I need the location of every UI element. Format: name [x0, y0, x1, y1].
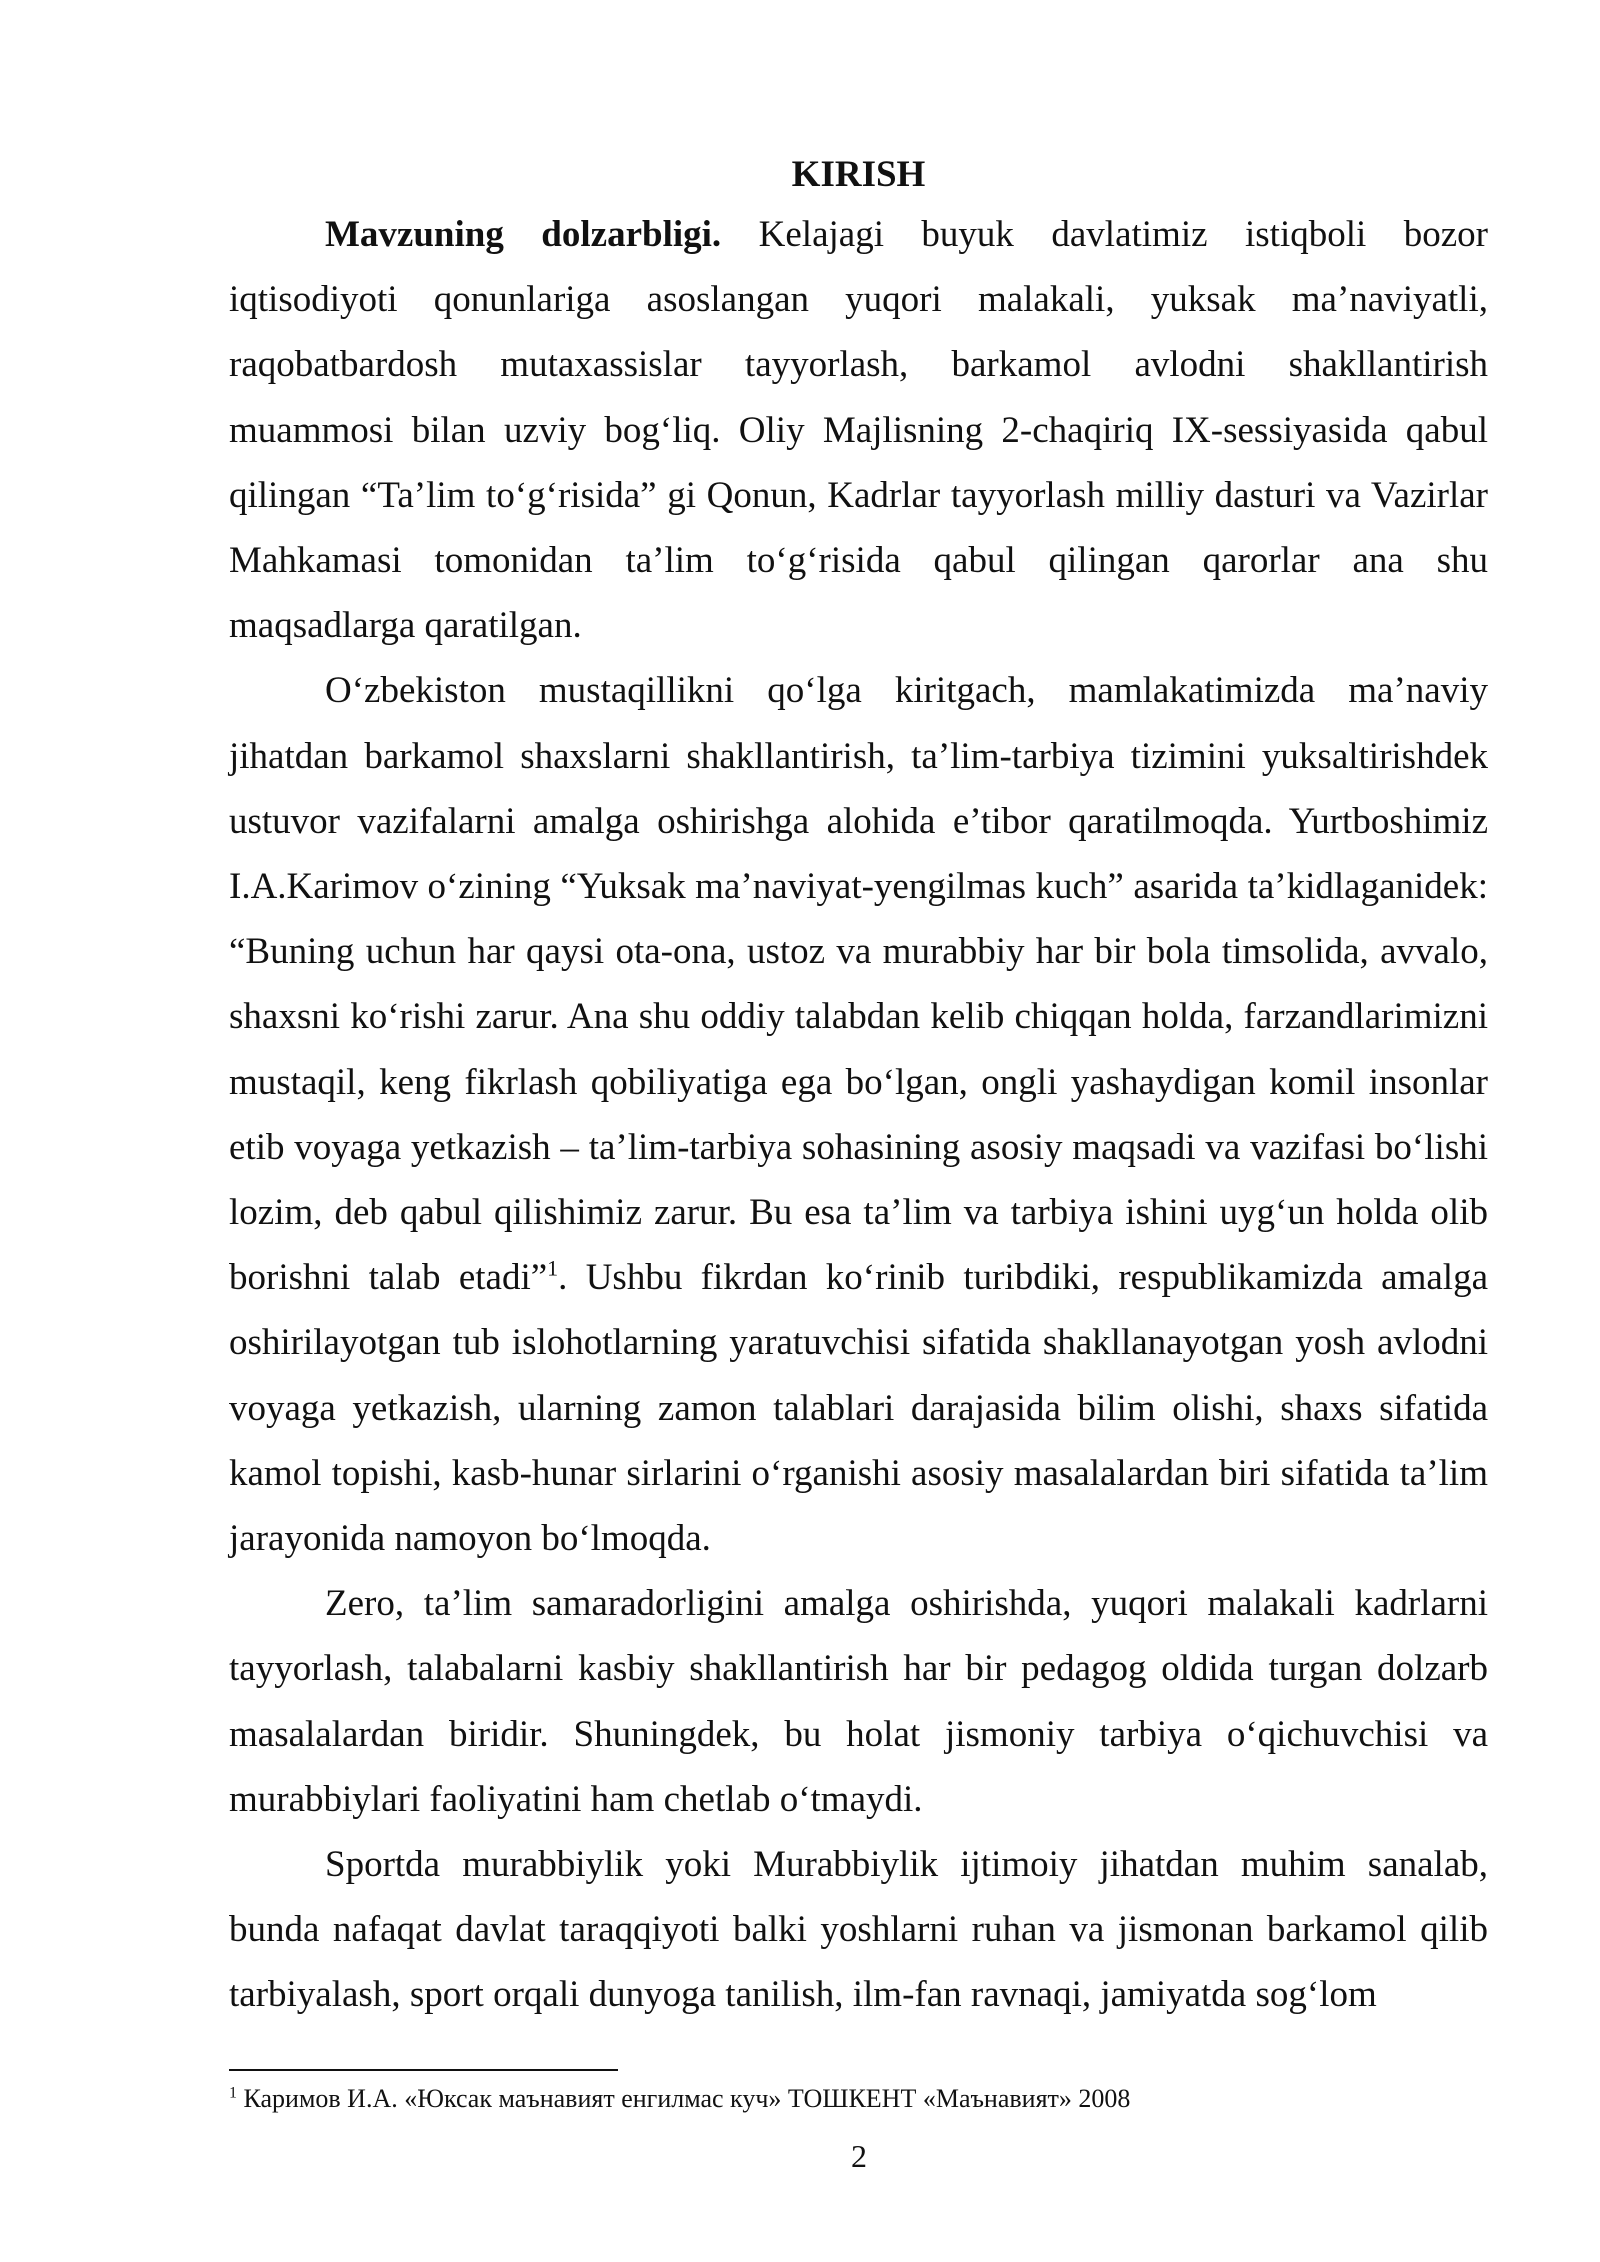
body-text: [229, 148, 1488, 2028]
paragraph-coaching: [229, 1832, 1488, 2028]
paragraph-independence: [229, 658, 1488, 1571]
paragraph-text: Kelajagi buyuk davlatimiz istiqboli bozor iqtisodiyoti qonunlariga asoslangan yuqori malakali, yuksak ma’naviyatli, raqobatbardosh mutaxassislar tayyorlash, barkamol avlodni shakllantirish muammosi bilan uzviy bog‘liq. Oliy Majlisning 2-chaqiriq IX-sessiyasida qabul qilingan “Ta’lim to‘g‘risida” gi Qonun, Kadrlar tayyorlash milliy dasturi va Vazirlar Mahkamasi tomonidan ta’lim to‘g‘risida qabul qilingan qarorlar ana shu maqsadlarga qaratilgan.: [229, 214, 1488, 647]
paragraph-lead: Mavzuning dolzarbligi.: [325, 214, 722, 255]
paragraph-relevance: [229, 202, 1488, 658]
footnote-separator: [229, 2069, 618, 2071]
footnote-marker: 1: [229, 2084, 237, 2102]
paragraph-text: Sportda murabbiylik yoki Murabbiylik ijtimoiy jihatdan muhim sanalab, bunda nafaqat davlat taraqqiyoti balki yoshlarni ruhan va jismonan barkamol qilib tarbiyalash, sport orqali dunyoga tanilish, ilm-fan ravnaqi, jamiyatda sog‘lom: [229, 1844, 1488, 2016]
paragraph-text: . Ushbu fikrdan ko‘rinib turibdiki, respublikamizda amalga oshirilayotgan tub islohotlarning yaratuvchisi sifatida shakllanayotgan yosh avlodni voyaga yetkazish, ularning zamon talablari darajasida bilim olishi, shaxs sifatida kamol topishi, kasb-hunar sirlarini o‘rganishi asosiy masalalardan biri sifatida ta’lim jarayonida namoyon bo‘lmoqda.: [229, 1257, 1488, 1560]
footnote-reference[interactable]: 1: [547, 1255, 559, 1281]
paragraph-efficiency: [229, 1571, 1488, 1832]
section-title: KIRISH: [791, 154, 926, 195]
footnote-text: Каримов И.А. «Юксак маънавият енгилмас куч» ТОШКЕНТ «Маънавият» 2008: [243, 2084, 1131, 2113]
paragraph-text: O‘zbekiston mustaqillikni qo‘lga kiritgach, mamlakatimizda ma’naviy jihatdan barkamol shaxslarni shakllantirish, ta’lim-tarbiya tizimini yuksaltirishdek ustuvor vazifalarni amalga oshirishga alohida e’tibor qaratilmoqda. Yurtboshimiz I.A.Karimov o‘zining “Yuksak ma’naviyat-yengilmas kuch” asarida ta’kidlaganidek: “Buning uchun har qaysi ota-ona, ustoz va murabbiy har bir bola timsolida, avvalo, shaxsni ko‘rishi zarur. Ana shu oddiy talabdan kelib chiqqan holda, farzandlarimizni mustaqil, keng fikrlash qobiliyatiga ega bo‘lgan, ongli yashaydigan komil insonlar etib voyaga yetkazish – ta’lim-tarbiya sohasining asosiy maqsadi va vazifasi bo‘lishi lozim, deb qabul qilishimiz zarur. Bu esa ta’lim va tarbiya ishini uyg‘un holda olib borishni talab etadi”: [229, 670, 1488, 1299]
page-number: 2: [851, 2138, 867, 2174]
footnote: [229, 2082, 1488, 2116]
paragraph-text: Zero, ta’lim samaradorligini amalga oshirishda, yuqori malakali kadrlarni tayyorlash, talabalarni kasbiy shakllantirish har bir pedagog oldida turgan dolzarb masalalardan biridir. Shuningdek, bu holat jismoniy tarbiya o‘qichuvchisi va murabbiylari faoliyatini ham chetlab o‘tmaydi.: [229, 1583, 1488, 1820]
